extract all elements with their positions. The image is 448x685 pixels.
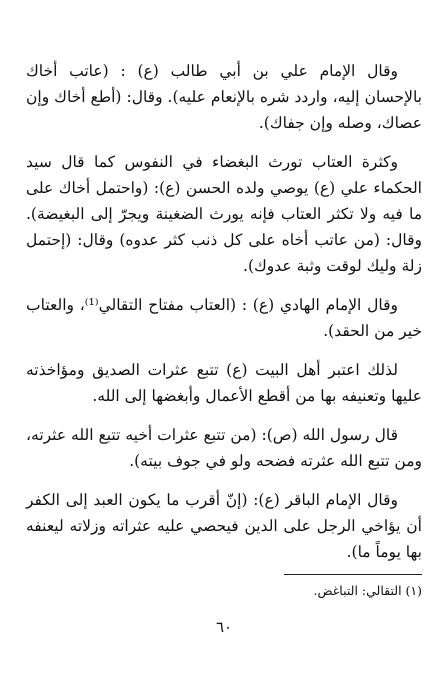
paragraph-1: وقال الإمام علي بن أبي طالب (ع) : (عاتب أخاك بالإحسان إليه، واردد شره بالإنعام عليه). وقال: (أطع أخاك وإن عصاك، وصله وإن جفاك). [26, 62, 422, 132]
paragraph-2: وكثرة العتاب تورث البغضاء في النفوس كما قال سيد الحكماء علي (ع) يوصي ولده الحسن (ع): (واحتمل أخاك على ما فيه ولا تكثر العتاب فإنه يورث الضغينة ويجرّ إلى البغيضة). وقال: (من عاتب أخاه على كل ذنب كثر عدوه) وقال: (إحتمل زلة وليك لوقت وثبة عدوك). [26, 153, 422, 275]
paragraph-3: وقال الإمام الهادي (ع) : (العتاب مفتاح التقالي⁽¹⁾، والعتاب خير من الحقد). [26, 296, 422, 340]
paragraph-5: قال رسول الله (ص): (من تتبع عثرات أخيه تتبع الله عثرته، ومن تتبع الله عثرته فضحه ولو في جوف بيته). [26, 426, 422, 470]
footnote-divider [284, 574, 422, 575]
paragraph-4: لذلك اعتبر أهل البيت (ع) تتبع عثرات الصديق ومؤاخذته عليها وتعنيفه بها من أقطع الأعمال وأبغضها إلى الله. [26, 361, 422, 405]
book-page [26, 58, 422, 668]
footnote: (١) التقالي: التباغض. [313, 583, 422, 598]
page-number: ٦٠ [215, 618, 233, 636]
paragraph-6: وقال الإمام الباقر (ع): (إنّ أقرب ما يكون العبد إلى الكفر أن يؤاخي الرجل على الدين فيحصي عليه عثراته وزلاته ليعنفه بها يوماً ما). [26, 491, 422, 561]
